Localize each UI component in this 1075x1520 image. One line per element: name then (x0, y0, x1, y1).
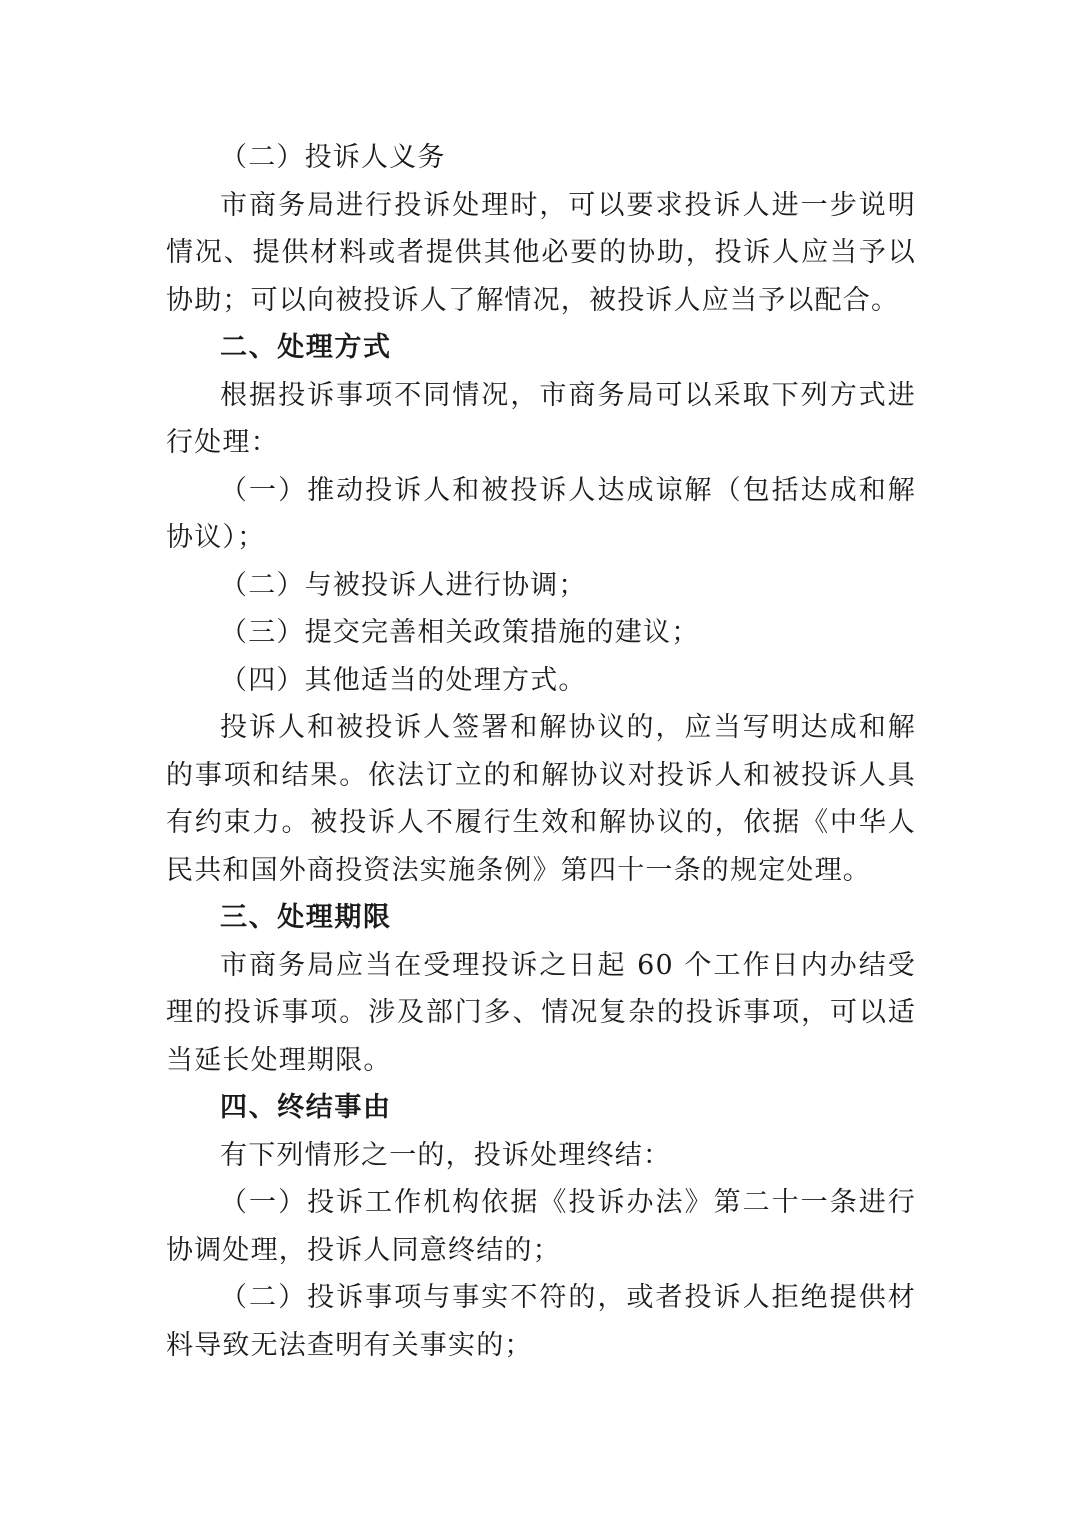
list-item-termination-2: （二）投诉事项与事实不符的，或者投诉人拒绝提供材料导致无法查明有关事实的； (166, 1282, 916, 1361)
paragraph-complainant-cooperation: 市商务局进行投诉处理时，可以要求投诉人进一步说明情况、提供材料或者提供其他必要的协助，投诉人应当予以协助；可以向被投诉人了解情况，被投诉人应当予以配合。 (166, 189, 916, 316)
paragraph-time-limit: 市商务局应当在受理投诉之日起 60 个工作日内办结受理的投诉事项。涉及部门多、情况复杂的投诉事项，可以适当延长处理期限。 (166, 949, 916, 1076)
list-item-method-4: （四）其他适当的处理方式。 (220, 664, 587, 696)
sub-heading-complainant-obligations: （二）投诉人义务 (220, 142, 446, 173)
list-item-method-1: （一）推动投诉人和被投诉人达成谅解（包括达成和解协议）； (166, 474, 916, 553)
list-item-method-3: （三）提交完善相关政策措施的建议； (220, 617, 700, 648)
list-item-termination-1: （一）投诉工作机构依据《投诉办法》第二十一条进行协调处理，投诉人同意终结的； (166, 1187, 916, 1266)
paragraph-handling-intro: 根据投诉事项不同情况，市商务局可以采取下列方式进行处理： (166, 379, 916, 458)
section-heading-termination: 四、终结事由 (220, 1092, 392, 1123)
section-heading-handling-methods: 二、处理方式 (220, 332, 392, 363)
paragraph-termination-intro: 有下列情形之一的，投诉处理终结： (220, 1139, 672, 1171)
section-heading-time-limit: 三、处理期限 (220, 902, 392, 933)
document-body (166, 134, 916, 1369)
list-item-method-2: （二）与被投诉人进行协调； (220, 569, 587, 601)
paragraph-settlement-agreement: 投诉人和被投诉人签署和解协议的，应当写明达成和解的事项和结果。依法订立的和解协议对投诉人和被投诉人具有约束力。被投诉人不履行生效和解协议的，依据《中华人民共和国外商投资法实施条例》第四十一条的规定处理。 (166, 712, 916, 886)
